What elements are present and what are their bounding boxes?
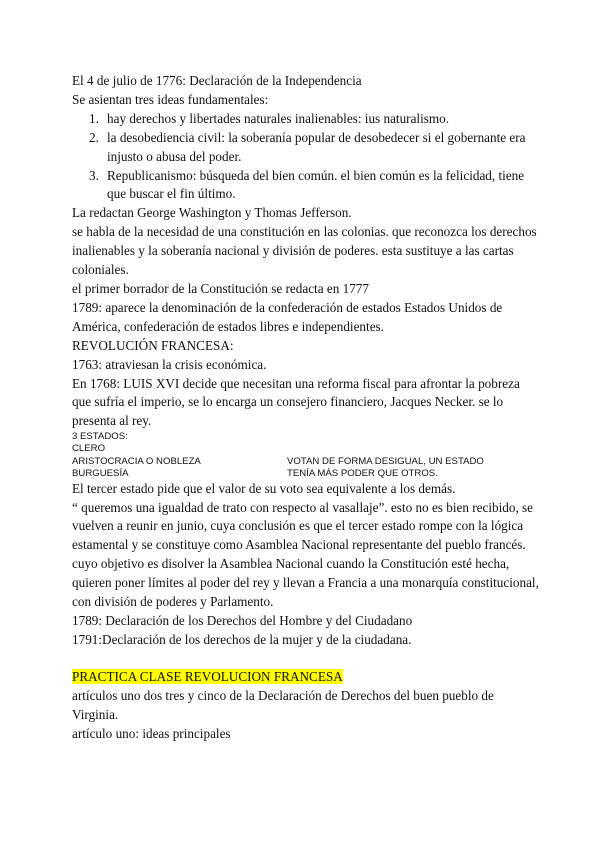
first-draft-line: el primer borrador de la Constitución se redacta en 1777 (72, 280, 369, 296)
tercer-estado-line: El tercer estado pide que el valor de su voto sea equivalente a los demás. (72, 480, 456, 496)
asamblea-paragraph: cuyo objetivo es disolver la Asamblea Nacional cuando la Constitución esté hecha, quieren poner límites al poder del rey y llevan a Francia a una monarquía constitucional, con división de poderes y Parlamento. (72, 556, 539, 610)
french-revolution-heading: REVOLUCIÓN FRANCESA: (72, 337, 234, 353)
declaration-1789-line: 1789: Declaración de los Derechos del Hombre y del Ciudadano (72, 612, 413, 628)
estados-left-column (72, 456, 201, 480)
list-number: 2. (89, 129, 99, 145)
practica-heading: PRACTICA CLASE REVOLUCION FRANCESA (72, 668, 343, 684)
estados-heading: 3 ESTADOS: (72, 431, 128, 443)
list-text: hay derechos y libertades naturales inalienables: ius naturalismo. (107, 110, 450, 126)
articulo-uno-line: artículo uno: ideas principales (72, 725, 231, 741)
crisis-line: 1763: atraviesan la crisis económica. (72, 356, 267, 372)
articulos-paragraph: artículos uno dos tres y cinco de la Declaración de Derechos del buen pueblo de Virginia. (72, 687, 494, 722)
declaration-1791-line: 1791:Declaración de los derechos de la mujer y de la ciudadana. (72, 631, 412, 647)
list-number: 3. (89, 167, 99, 183)
vasallaje-paragraph: “ queremos una igualdad de trato con respecto al vasallaje”. esto no es bien recibido, se vuelven a reunir en junio, cuya conclusión es que el tercer estado rompe con la lógica estamental y se constituye como Asamblea Nacional representante del pueblo francés. (72, 499, 534, 553)
poder-note: TENÍA MÁS PODER QUE OTROS. (287, 467, 438, 479)
practica-heading-line (72, 668, 542, 687)
constitution-paragraph: se habla de la necesidad de una constitución en las colonias. que reconozca los derechos inalienables y la soberanía nacional y división de poderes. esta sustituye a las cartas coloniales. (72, 224, 537, 278)
luis-xvi-paragraph: En 1768: LUIS XVI decide que necesitan una reforma fiscal para afrontar la pobreza que sufría el imperio, se lo encarga un consejero financiero, Jacques Necker. se lo presenta al rey. (72, 375, 520, 429)
estados-block (72, 431, 542, 479)
estados-columns (72, 456, 542, 480)
ideas-list (72, 110, 542, 205)
document-body (72, 72, 542, 743)
estado-burguesia: BURGUESÍA (72, 467, 129, 479)
blank-line (72, 650, 542, 668)
estado-clero: CLERO (72, 443, 106, 455)
three-ideas-intro: Se asientan tres ideas fundamentales: (72, 91, 269, 107)
independence-date-line: El 4 de julio de 1776: Declaración de la Independencia (72, 73, 362, 88)
votan-note: VOTAN DE FORMA DESIGUAL, UN ESTADO (287, 455, 484, 467)
list-number: 1. (89, 110, 99, 126)
list-item (72, 129, 542, 167)
list-text: Republicanismo: búsqueda del bien común. el bien común es la felicidad, tiene que buscar el fin último. (107, 167, 525, 202)
list-item (72, 167, 542, 205)
estados-right-column (287, 456, 484, 480)
authors-line: La redactan George Washington y Thomas Jefferson. (72, 205, 352, 221)
list-item (72, 110, 542, 129)
confederation-paragraph: 1789: aparece la denominación de la confederación de estados Estados Unidos de América, confederación de estados libres e independientes. (72, 299, 503, 334)
estado-aristocracia: ARISTOCRACIA O NOBLEZA (72, 455, 201, 467)
list-text: la desobediencia civil: la soberanía popular de desobedecer si el gobernante era injusto o abusa del poder. (107, 129, 526, 164)
